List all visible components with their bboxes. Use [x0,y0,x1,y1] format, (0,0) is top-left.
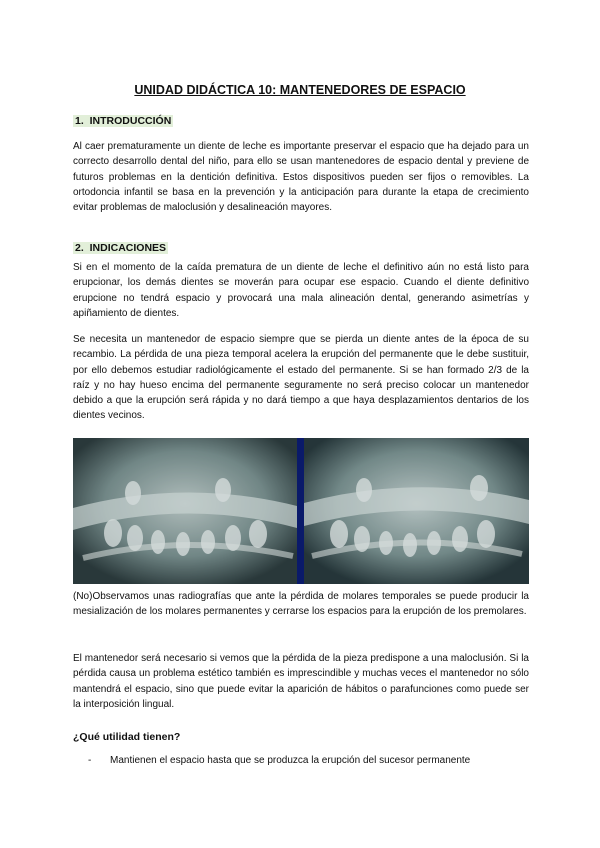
paragraph-necesario: El mantenedor será necesario si vemos que la pérdida de la pieza predispone a una maloclusión. Si la pérdida causa un problema estético también es imprescindible y muchas veces el mantenedor no sólo mantendrá el espacio, sino que puede evitar la aparición de hábitos o parafunciones como puede ser la interposición lingual. [73,653,529,710]
xray-caption: (No)Observamos unas radiografías que ante la pérdida de molares temporales se puede producir la mesialización de los molares permanentes y cerrarse los espacios para la erupción de los premolares. [73,591,529,618]
paragraph-intro: Al caer prematuramente un diente de leche es importante preservar el espacio que ha dejado para un correcto desarrollo dental del niño, para ello se usan mantenedores de espacio dental y previene de futuros problemas en la dentición definitiva. Estos dispositivos pueden ser fijos o removibles. La ortodoncia infantil se basa en la prevención y la anticipación para durante la etapa de crecimiento evitar problemas de maloclusión y desalineación mayores. [73,141,529,214]
paragraph-indicaciones-2: Se necesita un mantenedor de espacio siempre que se pierda un diente antes de la época de su recambio. La pérdida de una pieza temporal acelera la erupción del permanente que le debe sustituir, por ello debemos estudiar radiológicamente el estado del permanente. Si se han formado 2/3 de la raíz y no hay hueso encima del permanente seguramente no será preciso colocar un mantenedor debido a que la erupción será rápida y no dará tiempo a que haya desplazamientos dentarios de los dientes vecinos. [73,334,529,422]
xray-right [304,438,529,584]
bullet-marker: - [88,755,92,766]
dental-xray-image [73,438,529,584]
xray-left [73,438,297,584]
question-heading: ¿Qué utilidad tienen? [73,731,181,743]
section-heading-indicaciones: 2. INDICACIONES [75,242,167,254]
xray-divider [297,438,304,584]
paragraph-indicaciones-1: Si en el momento de la caída prematura de un diente de leche el definitivo aún no está listo para erupcionar, los demás dientes se moverán para ocupar ese espacio. Cuando el diente definitivo erupcione no tendrá espacio y provocará una mala alineación dental, generando asimetrías y apiñamiento de dientes. [73,262,529,319]
section-heading-intro: 1. INTRODUCCIÓN [75,115,172,127]
bullet-item: Mantienen el espacio hasta que se produzca la erupción del sucesor permanente [110,755,471,766]
page-title: UNIDAD DIDÁCTICA 10: MANTENEDORES DE ESPACIO [134,83,466,97]
